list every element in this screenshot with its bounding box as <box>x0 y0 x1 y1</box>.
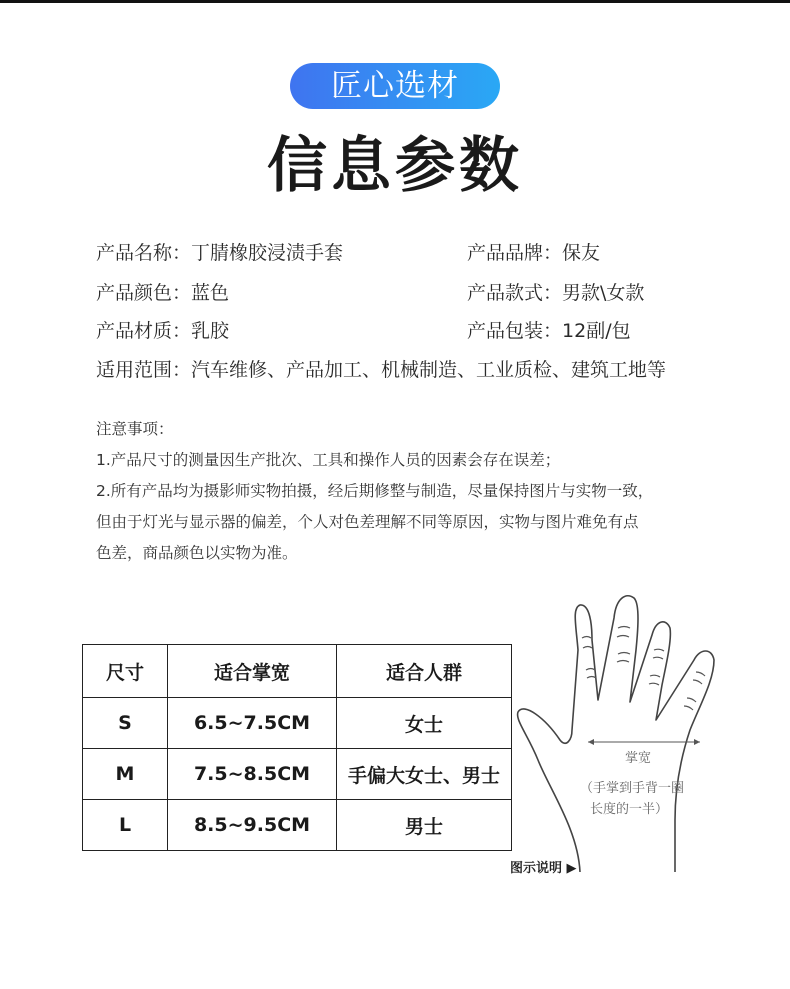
palm-width-note: （手掌到手背一圈 <box>580 781 685 796</box>
notes-line: 2.所有产品均为摄影师实物拍摄，经后期修整与制造，尽量保持图片与实物一致， <box>96 482 654 500</box>
spec-name <box>96 238 343 265</box>
spec-package <box>467 316 631 343</box>
spec-style <box>467 278 644 305</box>
spec-name-label: 产品名称： <box>96 242 192 264</box>
notes-heading: 注意事项： <box>96 420 174 438</box>
spec-scope-value: 汽车维修、产品加工、机械制造、工业质检、建筑工地等 <box>191 359 667 381</box>
spec-material <box>96 316 229 343</box>
spec-name-value: 丁腈橡胶浸渍手套 <box>191 242 344 264</box>
table-cell-palm-width: 7.5~8.5CM <box>168 749 337 800</box>
spec-color-value: 蓝色 <box>191 282 230 304</box>
table-cell-audience: 手偏大女士、男士 <box>337 749 512 800</box>
palm-width-label: 掌宽 <box>625 751 652 766</box>
spec-color <box>96 278 229 305</box>
spec-package-label: 产品包装： <box>467 320 563 342</box>
spec-material-label: 产品材质： <box>96 320 192 342</box>
spec-scope-label: 适用范围： <box>96 359 192 381</box>
table-header-size: 尺寸 <box>83 645 168 698</box>
play-triangle-icon: ▶ <box>562 861 577 876</box>
table-cell-size: M <box>83 749 168 800</box>
spec-scope <box>96 355 666 382</box>
table-row <box>83 698 512 749</box>
spec-package-value: 12副/包 <box>562 320 631 342</box>
notes-block <box>96 414 716 569</box>
spec-brand <box>467 238 600 265</box>
table-cell-audience: 男士 <box>337 800 512 851</box>
spec-color-label: 产品颜色： <box>96 282 192 304</box>
table-cell-size: S <box>83 698 168 749</box>
spec-material-value: 乳胶 <box>191 320 230 342</box>
table-header-palm-width: 适合掌宽 <box>168 645 337 698</box>
table-header-audience: 适合人群 <box>337 645 512 698</box>
table-cell-palm-width: 6.5~7.5CM <box>168 698 337 749</box>
table-row <box>83 749 512 800</box>
top-rule <box>0 0 790 3</box>
diagram-caption <box>510 857 577 876</box>
table-cell-audience: 女士 <box>337 698 512 749</box>
size-table <box>82 644 512 851</box>
hand-outline-icon <box>510 590 740 880</box>
page-title: 信息参数 <box>267 131 523 201</box>
section-badge: 匠心选材 <box>290 63 500 109</box>
spec-brand-label: 产品品牌： <box>467 242 563 264</box>
table-cell-size: L <box>83 800 168 851</box>
spec-brand-value: 保友 <box>562 242 601 264</box>
spec-style-value: 男款\女款 <box>562 282 645 304</box>
table-cell-palm-width: 8.5~9.5CM <box>168 800 337 851</box>
diagram-caption-text: 图示说明 <box>510 861 563 876</box>
spec-style-label: 产品款式： <box>467 282 563 304</box>
table-row <box>83 800 512 851</box>
table-header-row <box>83 645 512 698</box>
notes-line: 但由于灯光与显示器的偏差，个人对色差理解不同等原因，实物与图片难免有点 <box>96 513 639 531</box>
palm-width-note: 长度的一半） <box>590 802 669 817</box>
notes-line: 1.产品尺寸的测量因生产批次、工具和操作人员的因素会存在误差； <box>96 451 561 469</box>
notes-line: 色差，商品颜色以实物为准。 <box>96 544 298 562</box>
